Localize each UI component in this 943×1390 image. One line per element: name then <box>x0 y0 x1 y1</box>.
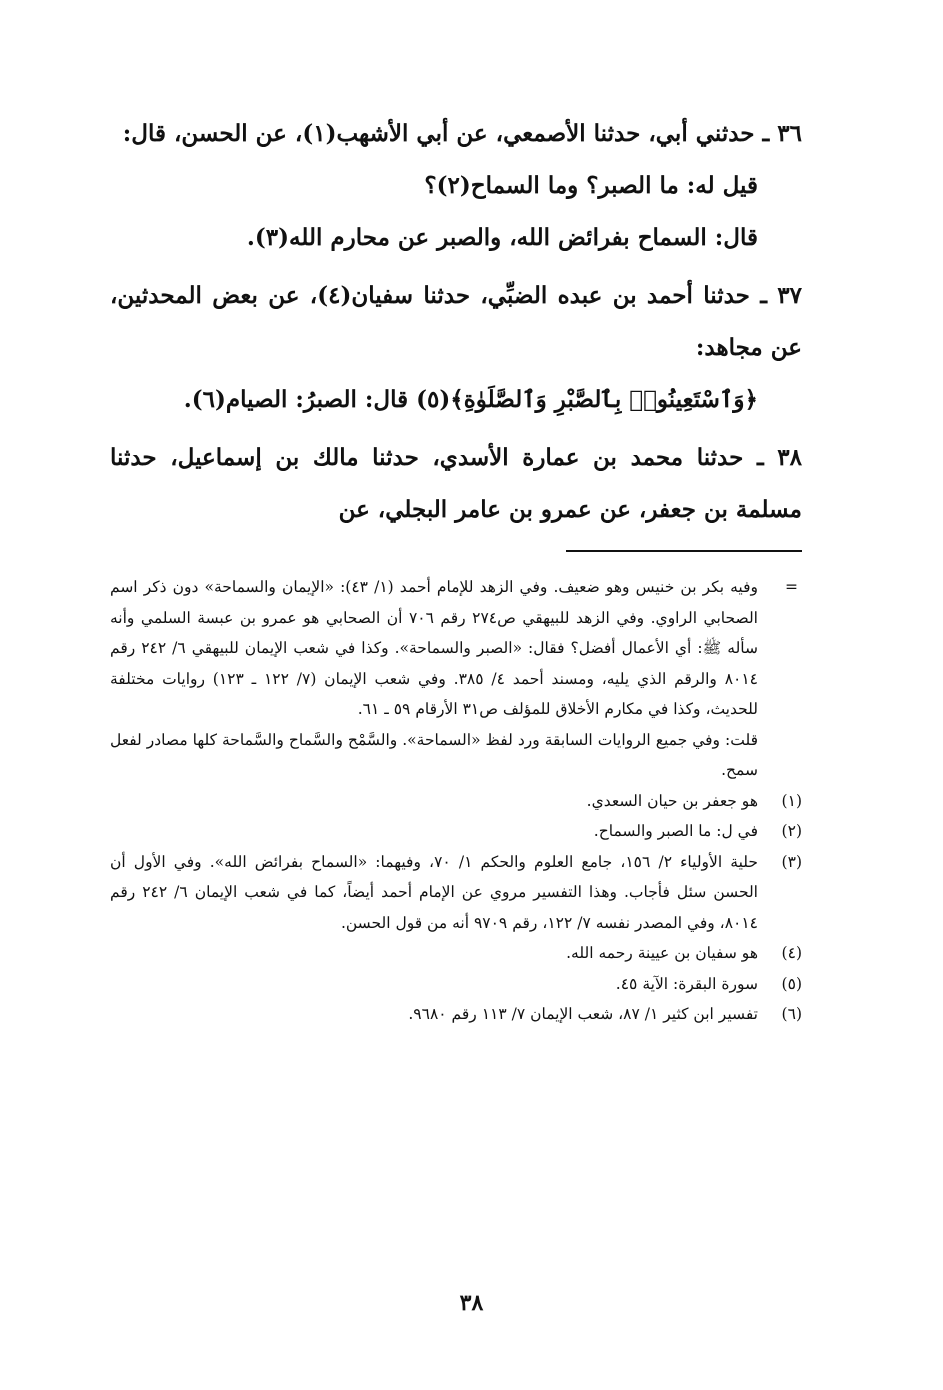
footnote-item <box>110 816 802 847</box>
footnote-number: (١) <box>781 791 802 810</box>
footnote-text: حلية الأولياء ٢/ ١٥٦، جامع العلوم والحكم ١/ ٧٠، وفيهما: «السماح بفرائض الله». وفي الأول أن الحسن سئل فأجاب. وهذا التفسير مروي عن الإمام أحمد أيضاً، كما في شعب الإيمان ٦/ ٢٤٢ رقم ٨٠١٤، وفي المصدر نفسه ٧/ ١٢٢، رقم ٩٧٠٩ أنه من قول الحسن. <box>110 852 758 932</box>
editor-note: قلت: وفي جميع الروايات السابقة ورد لفظ «السماحة». والسَّمْح والسَّماح والسَّماحة كلها مصادر لفعل سمح. <box>110 730 758 779</box>
hadith-37: ٣٧ ـ حدثنا أحمد بن عبده الضبِّي، حدثنا سفيان(٤)، عن بعض المحدثين، عن مجاهد: <box>110 282 802 361</box>
hadith-36: ٣٦ ـ حدثني أبي، حدثنا الأصمعي، عن أبي الأشهب(١)، عن الحسن، قال: <box>122 120 802 147</box>
main-text <box>110 108 802 536</box>
page-body <box>110 108 802 1030</box>
page-number: ٣٨ <box>459 1290 484 1316</box>
hadith-38: ٣٨ ـ حدثنا محمد بن عمارة الأسدي، حدثنا مالك بن إسماعيل، حدثنا مسلمة بن جعفر، عن عمرو بن عامر البجلي، عن <box>110 444 802 523</box>
continuation-text: وفيه بكر بن خنيس وهو ضعيف. وفي الزهد للإمام أحمد (١/ ٤٣): «الإيمان والسماحة» دون ذكر اسم الصحابي الراوي. وفي الزهد للبيهقي ص٢٧٤ رقم ٧٠٦ أن الصحابي هو عمرو بن عبسة السلمي وأنه سأله ﷺ: أي الأعمال أفضل؟ فقال: «الصبر والسماحة». وكذا في شعب الإيمان للبيهقي ٦/ ٢٤٢ رقم ٨٠١٤ والرقم الذي يليه، ومسند أحمد ٤/ ٣٨٥. وفي شعب الإيمان (٧/ ١٢٢ ـ ١٢٣) روايات مختلفة للحديث، وكذا في مكارم الأخلاق للمؤلف ص٣١ الأرقام ٥٩ ـ ٦١. <box>110 578 759 718</box>
footnote-number: (٤) <box>781 944 802 962</box>
footnote-number: (٦) <box>781 1005 802 1023</box>
footnote-number: (٢) <box>781 822 802 840</box>
footnote-text: سورة البقرة: الآية ٤٥. <box>615 974 758 993</box>
footnote-item <box>110 969 802 1000</box>
footnote-item <box>110 938 802 969</box>
hadith-36-question: قيل له: ما الصبر؟ وما السماح(٢)؟ <box>424 172 758 199</box>
footnote-item <box>110 999 802 1030</box>
footnote-number: (٣) <box>781 852 802 871</box>
footnote-item <box>110 786 802 817</box>
footnote-text: هو سفيان بن عيينة رحمه الله. <box>566 944 758 962</box>
footnote-item <box>110 847 802 939</box>
footnote-divider <box>566 550 802 552</box>
footnote-text: تفسير ابن كثير ١/ ٨٧، شعب الإيمان ٧/ ١١٣ رقم ٩٦٨٠. <box>408 1005 758 1023</box>
hadith-37-quran: ﴿وَٱسْتَعِينُوا۟ بِٱلصَّبْرِ وَٱلصَّلَوٰةِ﴾(٥) قال: الصبرُ: الصيام(٦). <box>183 386 758 413</box>
continuation-mark: = <box>785 578 798 596</box>
footnote-number: (٥) <box>781 974 802 993</box>
hadith-36-answer: قال: السماح بفرائض الله، والصبر عن محارم الله(٣). <box>246 224 758 251</box>
footnote-text: هو جعفر بن حيان السعدي. <box>586 791 758 810</box>
footnote-continuation <box>110 572 802 725</box>
footnote-text: في ل: ما الصبر والسماح. <box>593 822 758 840</box>
footnotes <box>110 572 802 1030</box>
